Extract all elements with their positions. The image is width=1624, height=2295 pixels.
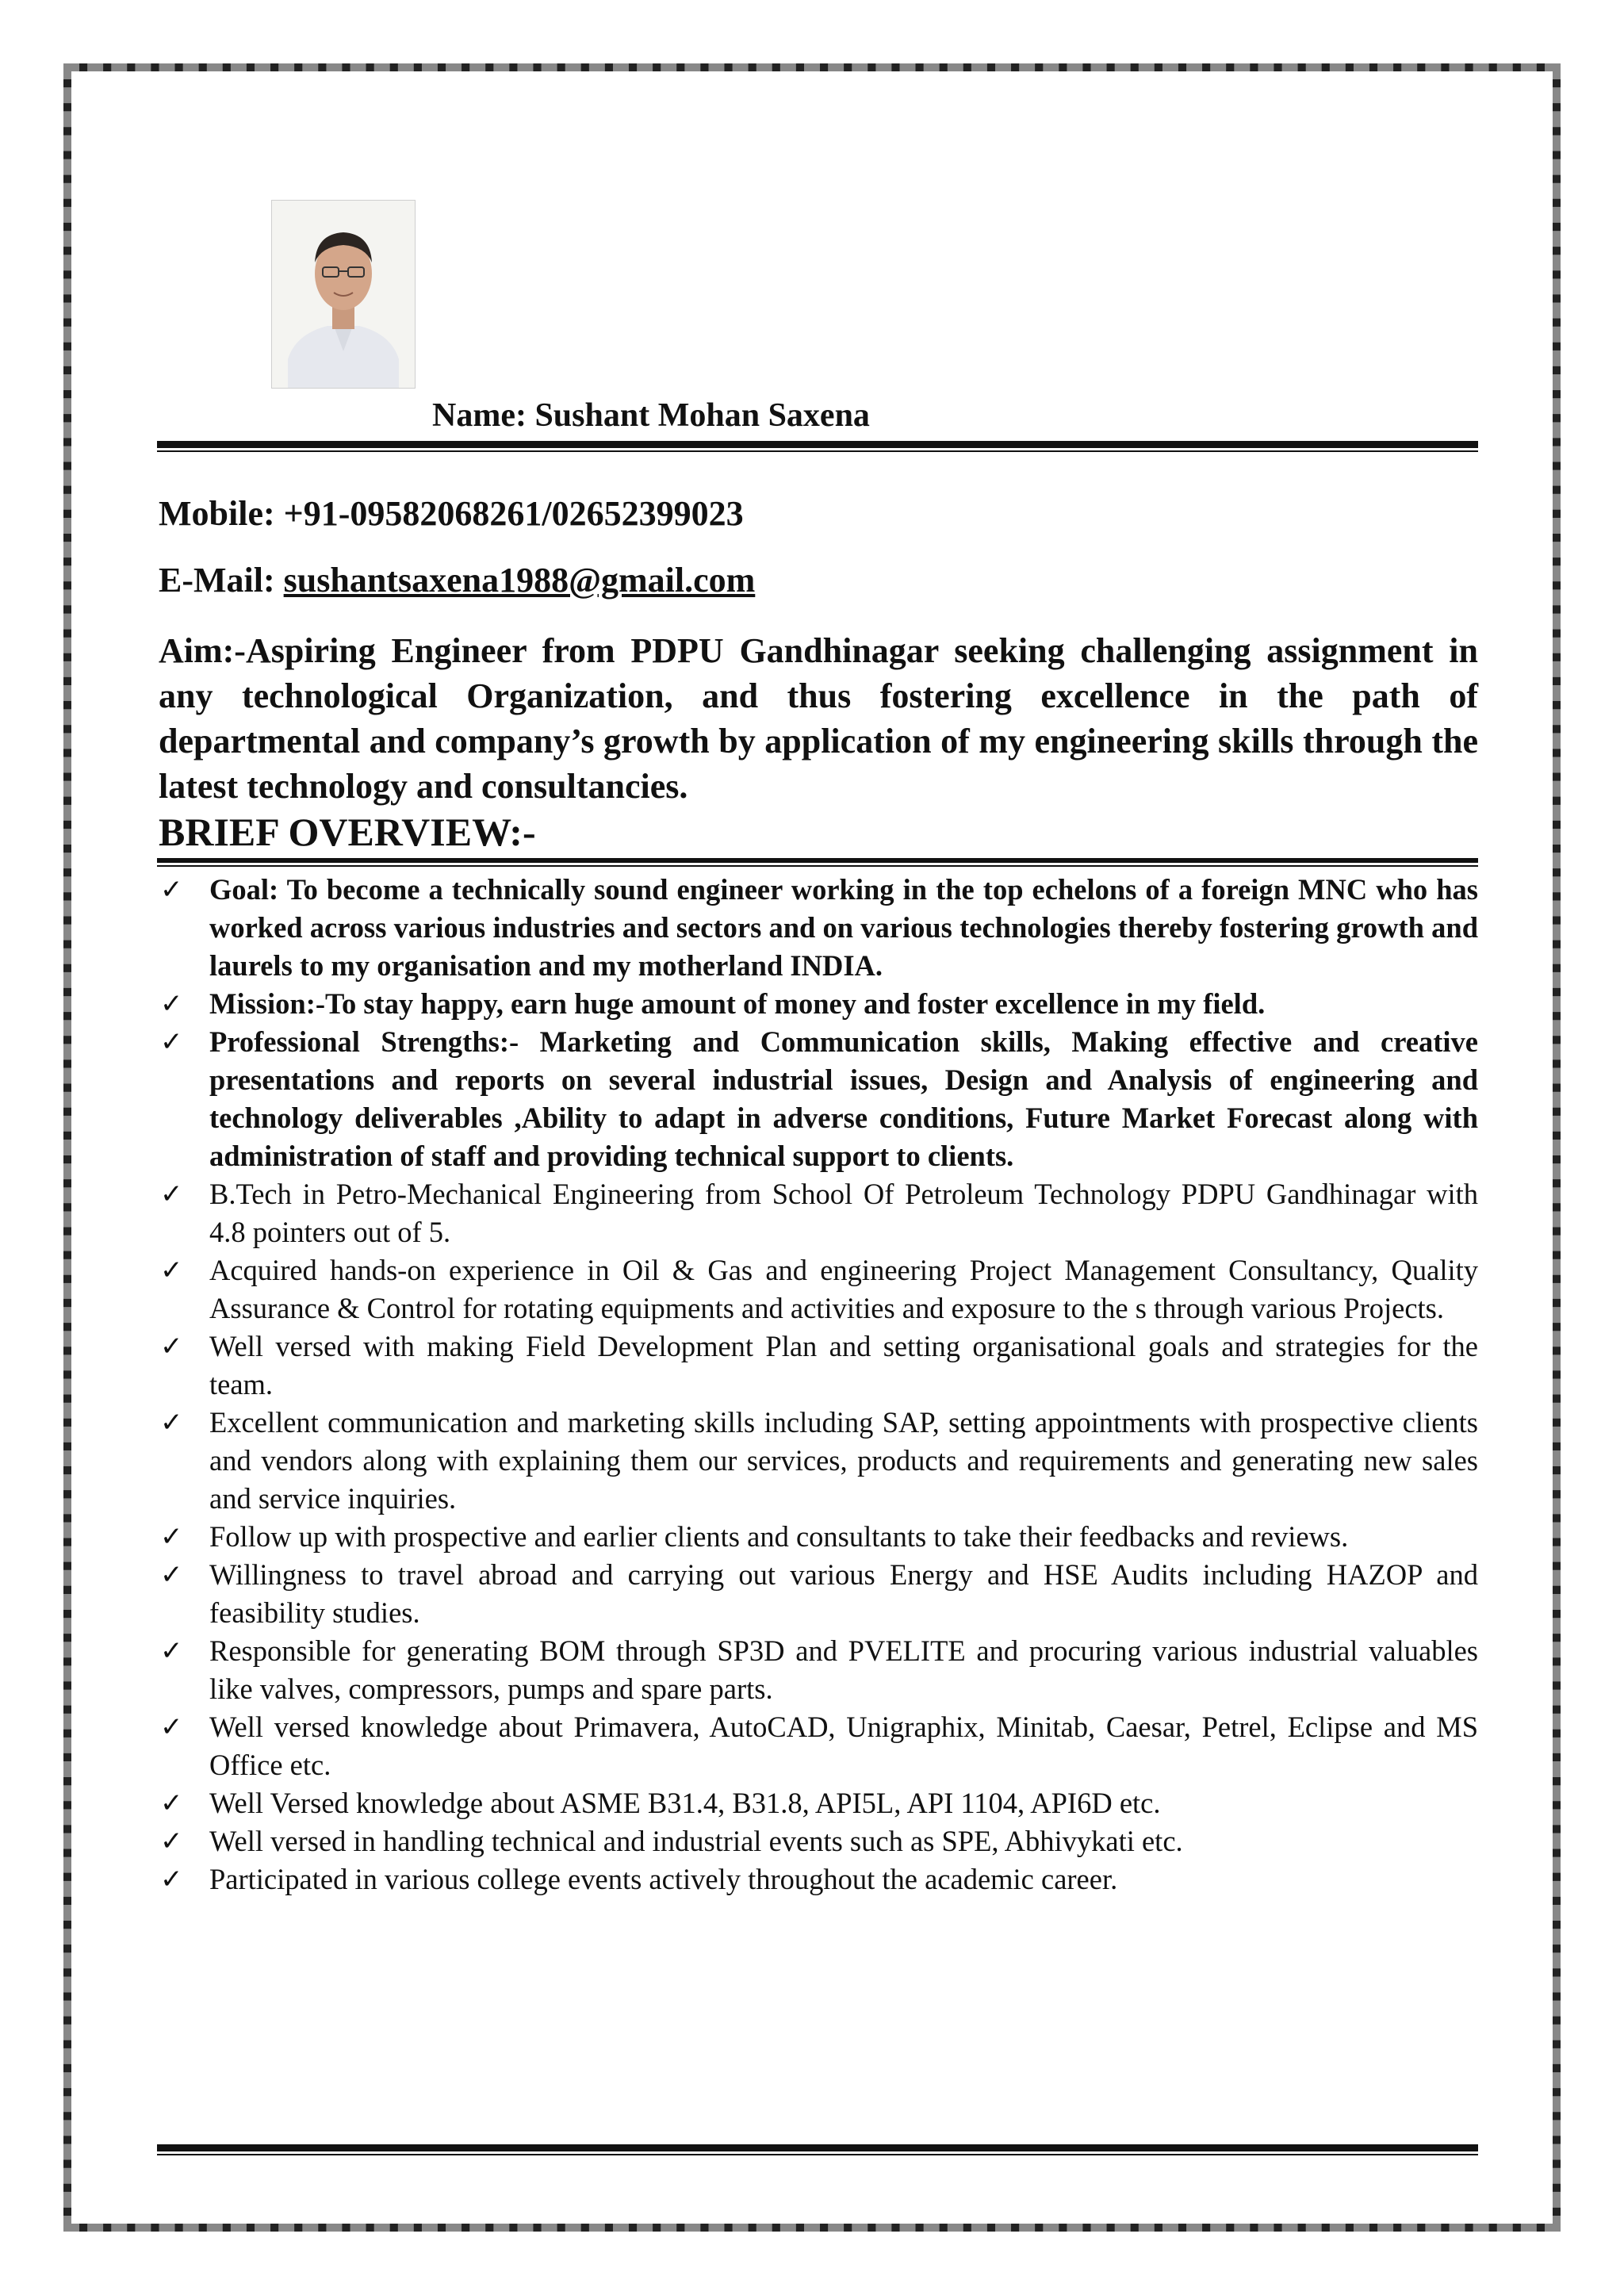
list-item: ✓ Mission:-To stay happy, earn huge amount of money and foster excellence in my field. [159,985,1478,1023]
list-item: ✓ Professional Strengths:- Marketing and Communication skills, Making effective and creative presentations and reports on several industrial issues, Design and Analysis of engineering and technology deliverables ,Ability to adapt in adverse conditions, Future Market Forecast along with administration of staff and providing technical support to clients. [159,1023,1478,1175]
list-item: ✓ Well Versed knowledge about ASME B31.4, B31.8, API5L, API 1104, API6D etc. [159,1784,1478,1822]
check-icon: ✓ [160,1787,183,1819]
check-icon: ✓ [160,1521,183,1553]
section-title-brief-overview: BRIEF OVERVIEW:- [159,810,536,854]
candidate-name: Name: Sushant Mohan Saxena [432,397,870,434]
check-icon: ✓ [160,1407,183,1439]
check-icon: ✓ [160,1255,183,1286]
list-item: ✓ B.Tech in Petro-Mechanical Engineering from School Of Petroleum Technology PDPU Gandhinagar with 4.8 pointers out of 5. [159,1175,1478,1251]
check-icon: ✓ [160,988,183,1020]
list-item: ✓ Responsible for generating BOM through SP3D and PVELITE and procuring various industrial valuables like valves, compressors, pumps and spare parts. [159,1632,1478,1708]
footer-divider [157,2144,1478,2155]
email-label: E-Mail: [159,561,284,600]
check-icon: ✓ [160,1559,183,1591]
list-item: ✓ Follow up with prospective and earlier clients and consultants to take their feedbacks and reviews. [159,1518,1478,1556]
person-photo-icon [272,201,415,388]
list-item: ✓ Willingness to travel abroad and carrying out various Energy and HSE Audits including HAZOP and feasibility studies. [159,1556,1478,1632]
overview-divider [157,858,1478,867]
check-icon: ✓ [160,1711,183,1743]
list-item: ✓ Well versed knowledge about Primavera, AutoCAD, Unigraphix, Minitab, Caesar, Petrel, Eclipse and MS Office etc. [159,1708,1478,1784]
list-item: ✓ Participated in various college events actively throughout the academic career. [159,1860,1478,1898]
list-item: ✓ Goal: To become a technically sound engineer working in the top echelons of a foreign MNC who has worked across various industries and sectors and on various technologies thereby fostering growth and laurels to my organisation and my motherland INDIA. [159,871,1478,985]
check-icon: ✓ [160,1864,183,1895]
check-icon: ✓ [160,1331,183,1362]
list-item: ✓ Acquired hands-on experience in Oil & Gas and engineering Project Management Consultancy, Quality Assurance & Control for rotating equipments and activities and exposure to the s through various Projects. [159,1251,1478,1328]
check-icon: ✓ [160,874,183,906]
list-item: ✓ Excellent communication and marketing skills including SAP, setting appointments with prospective clients and vendors along with explaining them our services, products and requirements and generating new sales and service inquiries. [159,1404,1478,1518]
check-icon: ✓ [160,1635,183,1667]
list-item: ✓ Well versed with making Field Development Plan and setting organisational goals and strategies for the team. [159,1328,1478,1404]
aim-statement: Aim:-Aspiring Engineer from PDPU Gandhinagar seeking challenging assignment in any technological Organization, and thus fostering excellence in the path of departmental and company’s growth by application of my engineering skills through the latest technology and consultancies. [159,631,1478,806]
list-item: ✓ Well versed in handling technical and industrial events such as SPE, Abhivykati etc. [159,1822,1478,1860]
mobile-number: Mobile: +91-09582068261/02652399023 [159,494,744,533]
header-divider [157,441,1478,452]
profile-photo [271,200,416,389]
email-link[interactable]: sushantsaxena1988@gmail.com [283,561,756,600]
check-icon: ✓ [160,1178,183,1210]
check-icon: ✓ [160,1026,183,1058]
check-icon: ✓ [160,1826,183,1857]
email-line [159,560,755,600]
overview-list [159,871,1478,1898]
